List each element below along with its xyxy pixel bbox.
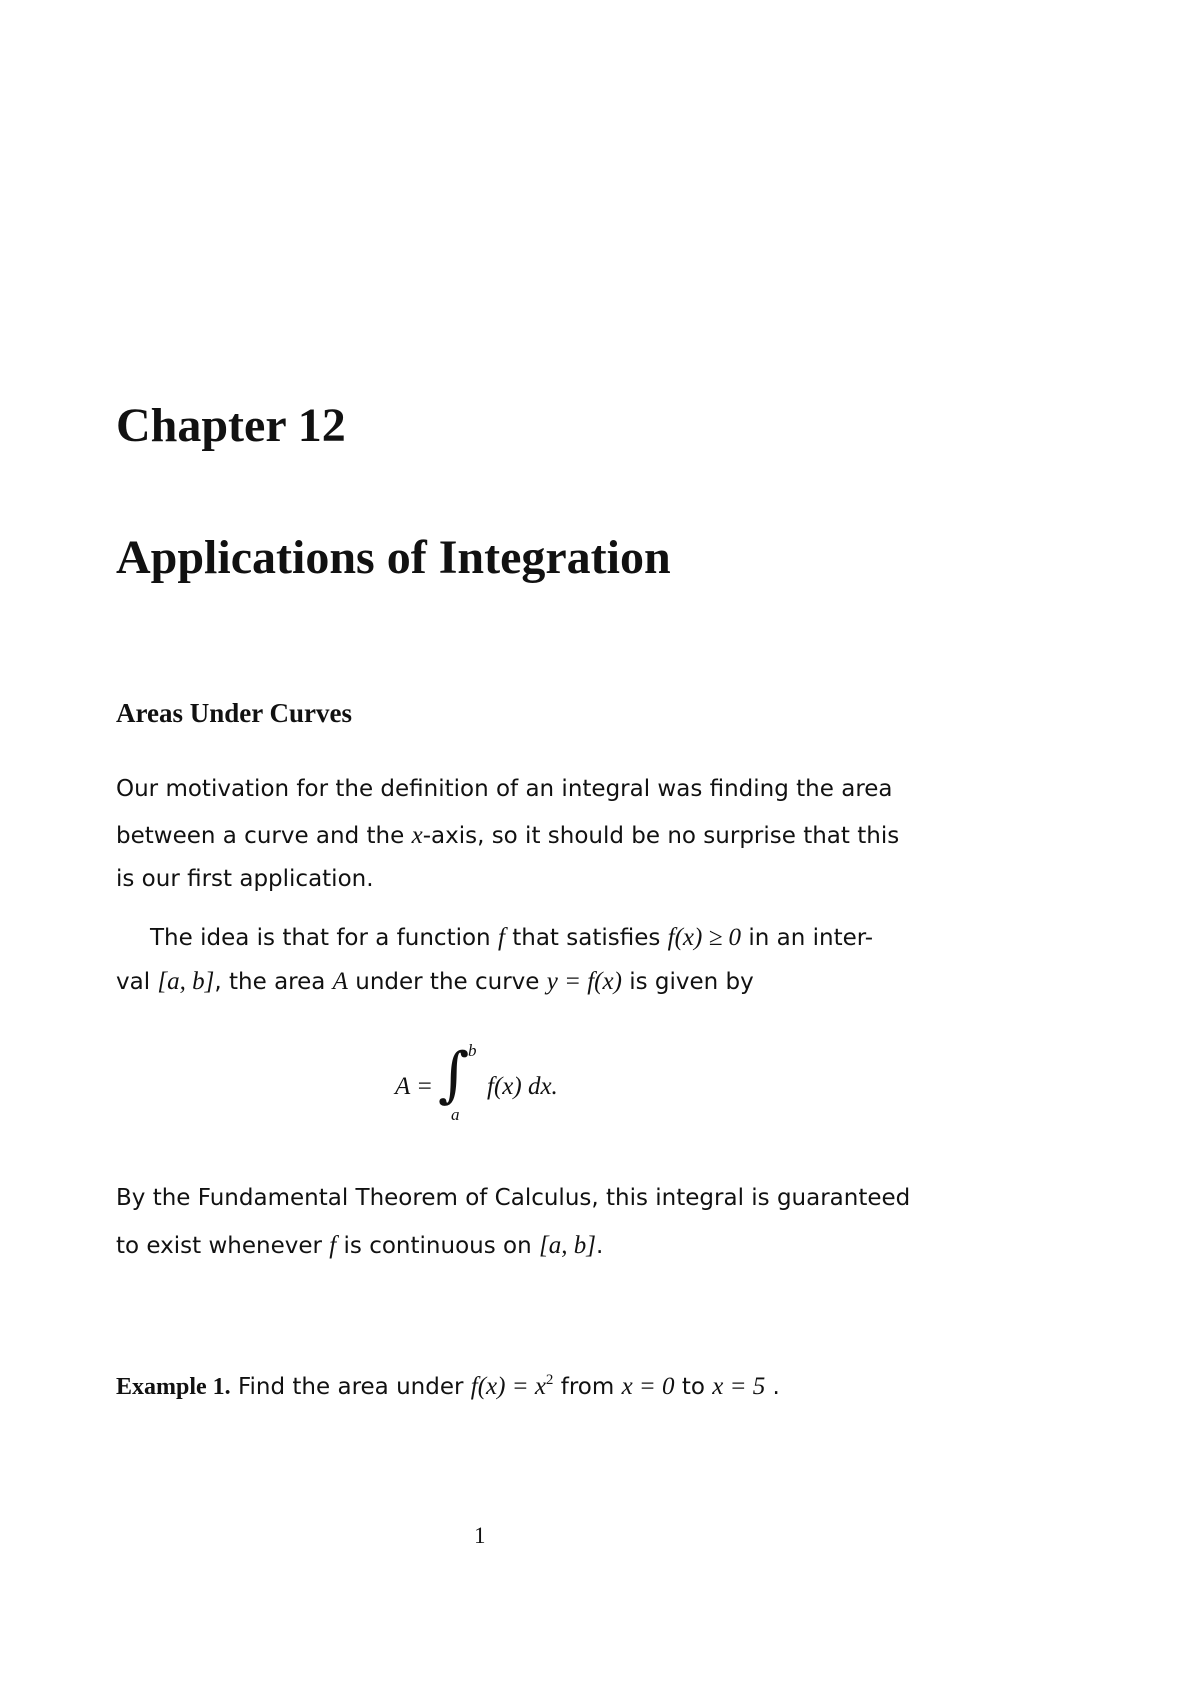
text-segment: .	[765, 1374, 780, 1400]
exponent: 2	[545, 1372, 554, 1388]
text-segment: to exist whenever	[116, 1233, 330, 1259]
integral-lower-limit: a	[451, 1105, 460, 1124]
equation-lhs: A =	[395, 1073, 433, 1100]
chapter-label: Chapter 12	[116, 399, 346, 452]
text-segment: under the curve	[347, 969, 547, 995]
text-segment: is continuous on	[336, 1233, 539, 1259]
text-segment: is given by	[621, 969, 754, 995]
paragraph-1-line-1: Our motivation for the definition of an integral was finding the area	[116, 776, 893, 802]
math-variable: x	[411, 822, 423, 849]
math-interval: [a, b]	[157, 968, 215, 995]
math-variable: f	[329, 1232, 337, 1259]
example-label: Example 1.	[116, 1374, 231, 1400]
integrand: f(x) dx.	[487, 1073, 558, 1100]
math-expression: x = 0	[621, 1373, 675, 1400]
example-1	[116, 1374, 780, 1399]
text-segment: , the area	[214, 969, 333, 995]
text-segment: -axis, so it should be no surprise that this	[422, 823, 900, 849]
paragraph-3-line-2	[116, 1233, 603, 1258]
section-heading: Areas Under Curves	[116, 698, 352, 728]
integral-upper-limit: b	[468, 1041, 477, 1060]
text-segment: to	[674, 1374, 713, 1400]
text-segment: that satisfies	[504, 925, 668, 951]
text-segment: between a curve and the	[116, 823, 412, 849]
text-segment: Find the area under	[230, 1374, 471, 1400]
paragraph-1-line-3: is our first application.	[116, 866, 374, 892]
math-expression: x = 5	[712, 1373, 766, 1400]
paragraph-2-line-2	[116, 969, 754, 994]
integral-symbol: ∫	[438, 1040, 470, 1110]
text-segment: from	[553, 1374, 622, 1400]
text-segment: The idea is that for a function	[150, 925, 498, 951]
math-expression: f(x) = x	[470, 1373, 546, 1400]
math-variable: f	[497, 924, 505, 951]
math-expression: y = f(x)	[546, 968, 622, 995]
text-segment: val	[116, 969, 158, 995]
paragraph-3-line-1: By the Fundamental Theorem of Calculus, this integral is guaranteed	[116, 1185, 911, 1211]
math-interval: [a, b]	[538, 1232, 596, 1259]
chapter-title: Applications of Integration	[116, 531, 671, 584]
math-variable: A	[332, 968, 348, 995]
page-number: 1	[474, 1523, 486, 1548]
text-segment: .	[595, 1233, 604, 1259]
math-expression: f(x) ≥ 0	[667, 924, 742, 951]
paragraph-2-line-1	[150, 925, 873, 950]
text-segment: in an inter-	[741, 925, 874, 951]
paragraph-1-line-2	[116, 823, 899, 848]
